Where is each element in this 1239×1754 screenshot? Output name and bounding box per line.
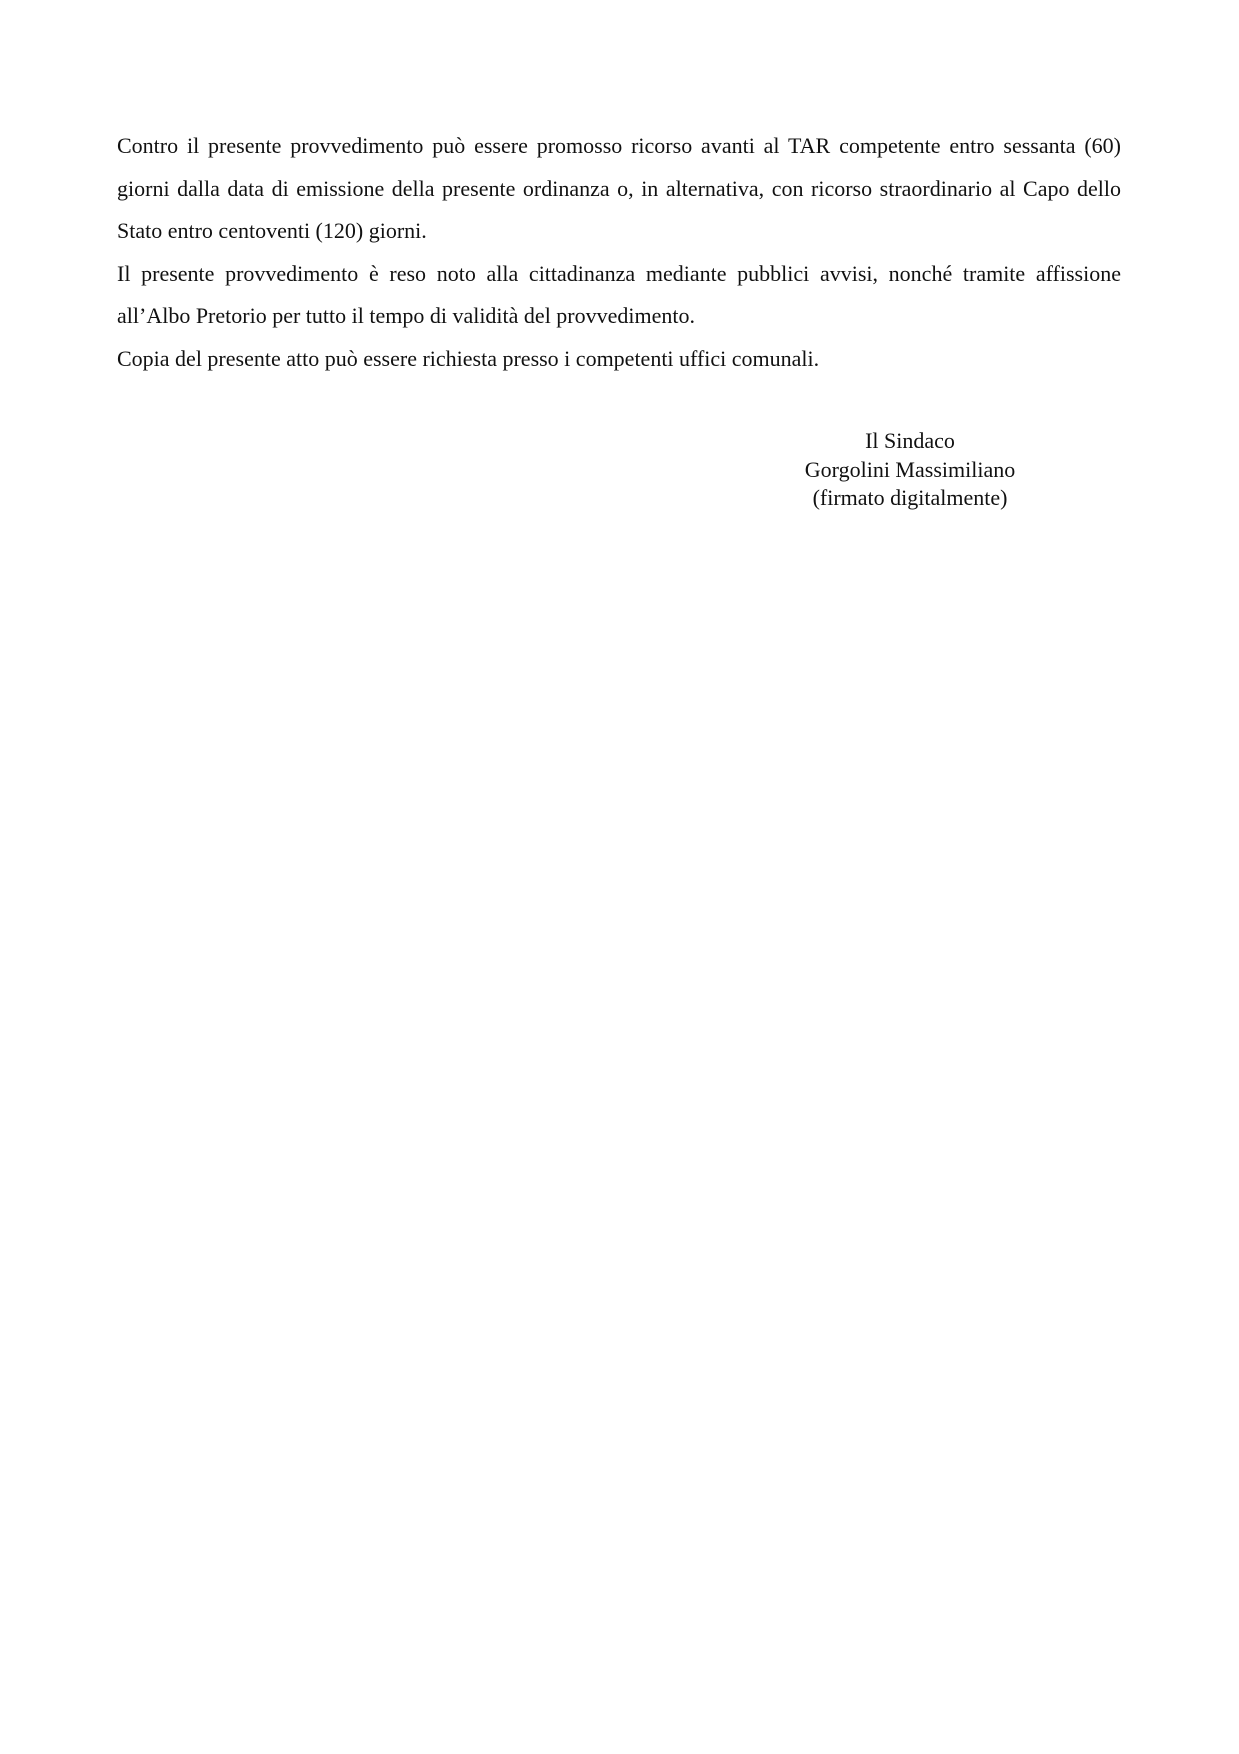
- paragraph-publication: Il presente provvedimento è reso noto alla cittadinanza mediante pubblici avvisi, nonché tramite affissione all’Albo Pretorio per tutto il tempo di validità del provvedimento.: [117, 260, 1121, 328]
- paragraph-copy: Copia del presente atto può essere richiesta presso i competenti uffici comunali.: [117, 345, 820, 371]
- paragraph-appeal: Contro il presente provvedimento può essere promosso ricorso avanti al TAR competente entro sessanta (60) giorni dalla data di emissione della presente ordinanza o, in alternativa, con ricorso straordinario al Capo dello Stato entro centoventi (120) giorni.: [117, 133, 1121, 243]
- document-body: [117, 125, 1121, 380]
- signature-block: [760, 427, 1060, 513]
- signature-note: (firmato digitalmente): [812, 485, 1008, 510]
- signature-name: Gorgolini Massimiliano: [804, 456, 1016, 482]
- signature-role: Il Sindaco: [865, 428, 955, 453]
